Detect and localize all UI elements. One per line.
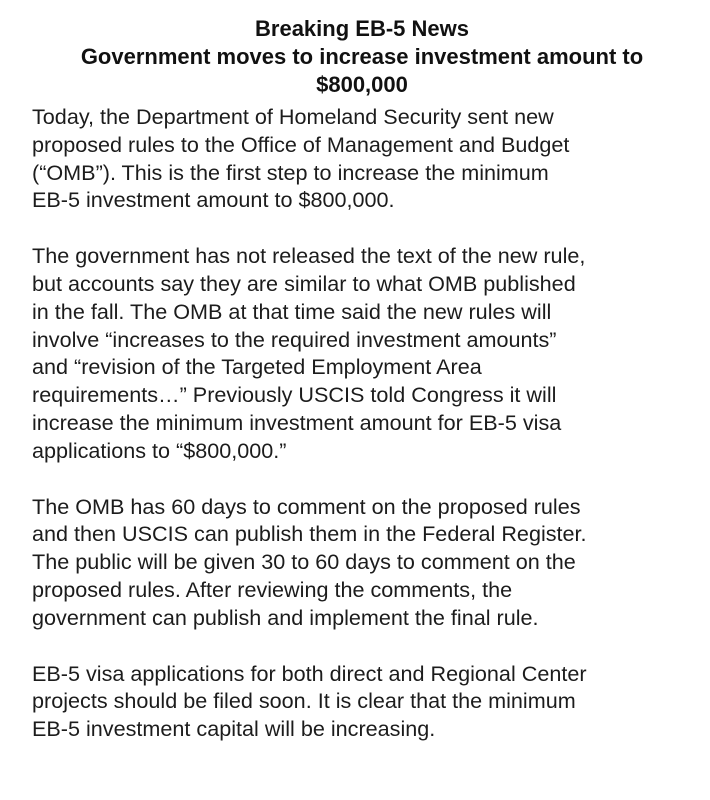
headline-block: [32, 15, 692, 99]
paragraph-line: increase the minimum investment amount for EB-5 visa: [32, 409, 562, 435]
paragraph-line: EB-5 investment capital will be increasing.: [32, 716, 436, 742]
paragraph-timeline: [32, 493, 692, 632]
paragraph-line: in the fall. The OMB at that time said the new rules will: [32, 298, 552, 324]
paragraph-line: EB-5 visa applications for both direct and Regional Center: [32, 660, 587, 686]
paragraph-line: EB-5 investment amount to $800,000.: [32, 187, 395, 213]
news-article: [32, 15, 692, 743]
paragraph-line: projects should be filed soon. It is clear that the minimum: [32, 688, 576, 714]
paragraph-line: The OMB has 60 days to comment on the proposed rules: [32, 493, 581, 519]
headline-subtitle-line: $800,000: [316, 72, 408, 97]
paragraph-rule-details: [32, 242, 692, 464]
paragraph-line: and “revision of the Targeted Employment Area: [32, 354, 482, 380]
headline: [32, 15, 692, 99]
paragraph-advice: [32, 660, 692, 743]
paragraph-line: (“OMB”). This is the first step to increase the minimum: [32, 159, 549, 185]
paragraph-line: applications to “$800,000.”: [32, 437, 287, 463]
paragraph-line: Today, the Department of Homeland Security sent new: [32, 104, 554, 129]
paragraph-line: and then USCIS can publish them in the Federal Register.: [32, 521, 587, 547]
paragraph-line: involve “increases to the required investment amounts”: [32, 326, 557, 352]
paragraph-line: but accounts say they are similar to what OMB published: [32, 270, 576, 296]
paragraph-line: proposed rules to the Office of Management and Budget: [32, 131, 570, 157]
paragraph-line: The public will be given 30 to 60 days to comment on the: [32, 549, 576, 575]
headline-subtitle-line: Government moves to increase investment amount to: [80, 44, 644, 69]
paragraph-line: proposed rules. After reviewing the comments, the: [32, 576, 513, 602]
paragraph-line: requirements…” Previously USCIS told Congress it will: [32, 382, 557, 408]
paragraph-dhs-submission: [32, 103, 692, 214]
paragraph-line: government can publish and implement the final rule.: [32, 604, 539, 630]
headline-title: Breaking EB-5 News: [255, 16, 469, 41]
paragraph-line: The government has not released the text of the new rule,: [32, 243, 586, 269]
